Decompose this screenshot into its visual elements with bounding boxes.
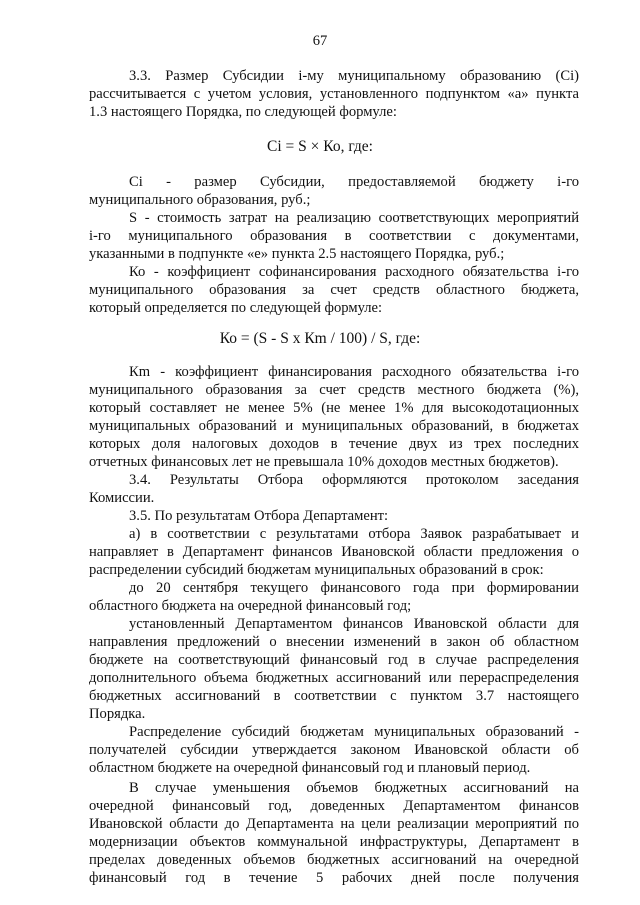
text-line: а) в соответствии с результатами отбора Заявок разрабатывает и	[129, 526, 579, 542]
text-line: i-го муниципального образования в соответствии с документами,	[89, 228, 579, 244]
text-line: направляет в Департамент финансов Ивановской области предложения о	[89, 544, 579, 560]
text-line: Сi - размер Субсидии, предоставляемой бюджету i-го	[129, 174, 579, 190]
text-line: рассчитывается с учетом условия, установленного подпунктом «а» пункта	[89, 86, 579, 102]
text-line: получателей субсидии утверждается законом Ивановской области об	[89, 742, 579, 758]
text-line: распределении субсидий бюджетам муниципальных образований в срок:	[89, 562, 544, 578]
text-line: до 20 сентября текущего финансового года при формировании	[129, 580, 579, 596]
text-line: бюджете на соответствующий финансовый год в случае распределения	[89, 652, 579, 668]
text-line: Порядка.	[89, 706, 146, 722]
text-line: областном бюджете на очередной финансовый год и плановый период.	[89, 760, 531, 776]
text-line: 3.4. Результаты Отбора оформляются протоколом заседания	[129, 472, 579, 488]
text-line: финансовый год в течение 5 рабочих дней после получения	[89, 870, 579, 886]
text-line: бюджетных ассигнований в соответствии с пунктом 3.7 настоящего	[89, 688, 579, 704]
text-line: направления предложений о внесении изменений в закон об областном	[89, 634, 579, 650]
text-line: которых доля налоговых доходов в течение двух из трех последних	[89, 436, 579, 452]
page-number: 67	[312, 33, 328, 49]
text-line: В случае уменьшения объемов бюджетных ассигнований на	[129, 780, 579, 796]
text-line: пределах доведенных объемов бюджетных ассигнований на очередной	[89, 852, 579, 868]
text-line: который составляет не менее 5% (не менее 1% для высокодотационных	[89, 400, 579, 416]
text-line: очередной финансовый год, доведенных Департаментом финансов	[89, 798, 579, 814]
text-line: муниципального образования за счет средств местного бюджета (%),	[89, 382, 579, 398]
formula-subsidy: Сi = S × Ко, где:	[267, 138, 373, 155]
text-line: отчетных финансовых лет не превышала 10% доходов местных бюджетов).	[89, 454, 559, 470]
text-line: модернизации объектов коммунальной инфраструктуры, Департамент в	[89, 834, 579, 850]
text-line: 1.3 настоящего Порядка, по следующей формуле:	[89, 104, 397, 120]
text-line: Ивановской области до Департамента на цели реализации мероприятий по	[89, 816, 579, 832]
text-line: 3.5. По результатам Отбора Департамент:	[129, 508, 389, 524]
text-line: муниципального образования за счет средств областного бюджета,	[89, 282, 579, 298]
text-line: S - стоимость затрат на реализацию соответствующих мероприятий	[129, 210, 579, 226]
text-line: Кm - коэффициент финансирования расходного обязательства i-го	[129, 364, 579, 380]
text-line: Ко - коэффициент софинансирования расходного обязательства i-го	[129, 264, 579, 280]
text-line: который определяется по следующей формуле:	[89, 300, 383, 316]
text-line: областного бюджета на очередной финансовый год;	[89, 598, 412, 614]
formula-coefficient: Ко = (S - S x Кm / 100) / S, где:	[219, 330, 421, 347]
text-line: указанными в подпункте «е» пункта 2.5 настоящего Порядка, руб.;	[89, 246, 505, 262]
text-line: 3.3. Размер Субсидии i-му муниципальному образованию (Сi)	[129, 68, 579, 84]
text-line: установленный Департаментом финансов Ивановской области для	[129, 616, 579, 632]
text-line: Распределение субсидий бюджетам муниципальных образований -	[129, 724, 579, 740]
text-line: муниципальных образований и муниципальных образований, в бюджетах	[89, 418, 579, 434]
text-line: Комиссии.	[89, 490, 155, 506]
text-line: дополнительного объема бюджетных ассигнований или перераспределения	[89, 670, 579, 686]
text-line: муниципального образования, руб.;	[89, 192, 311, 208]
